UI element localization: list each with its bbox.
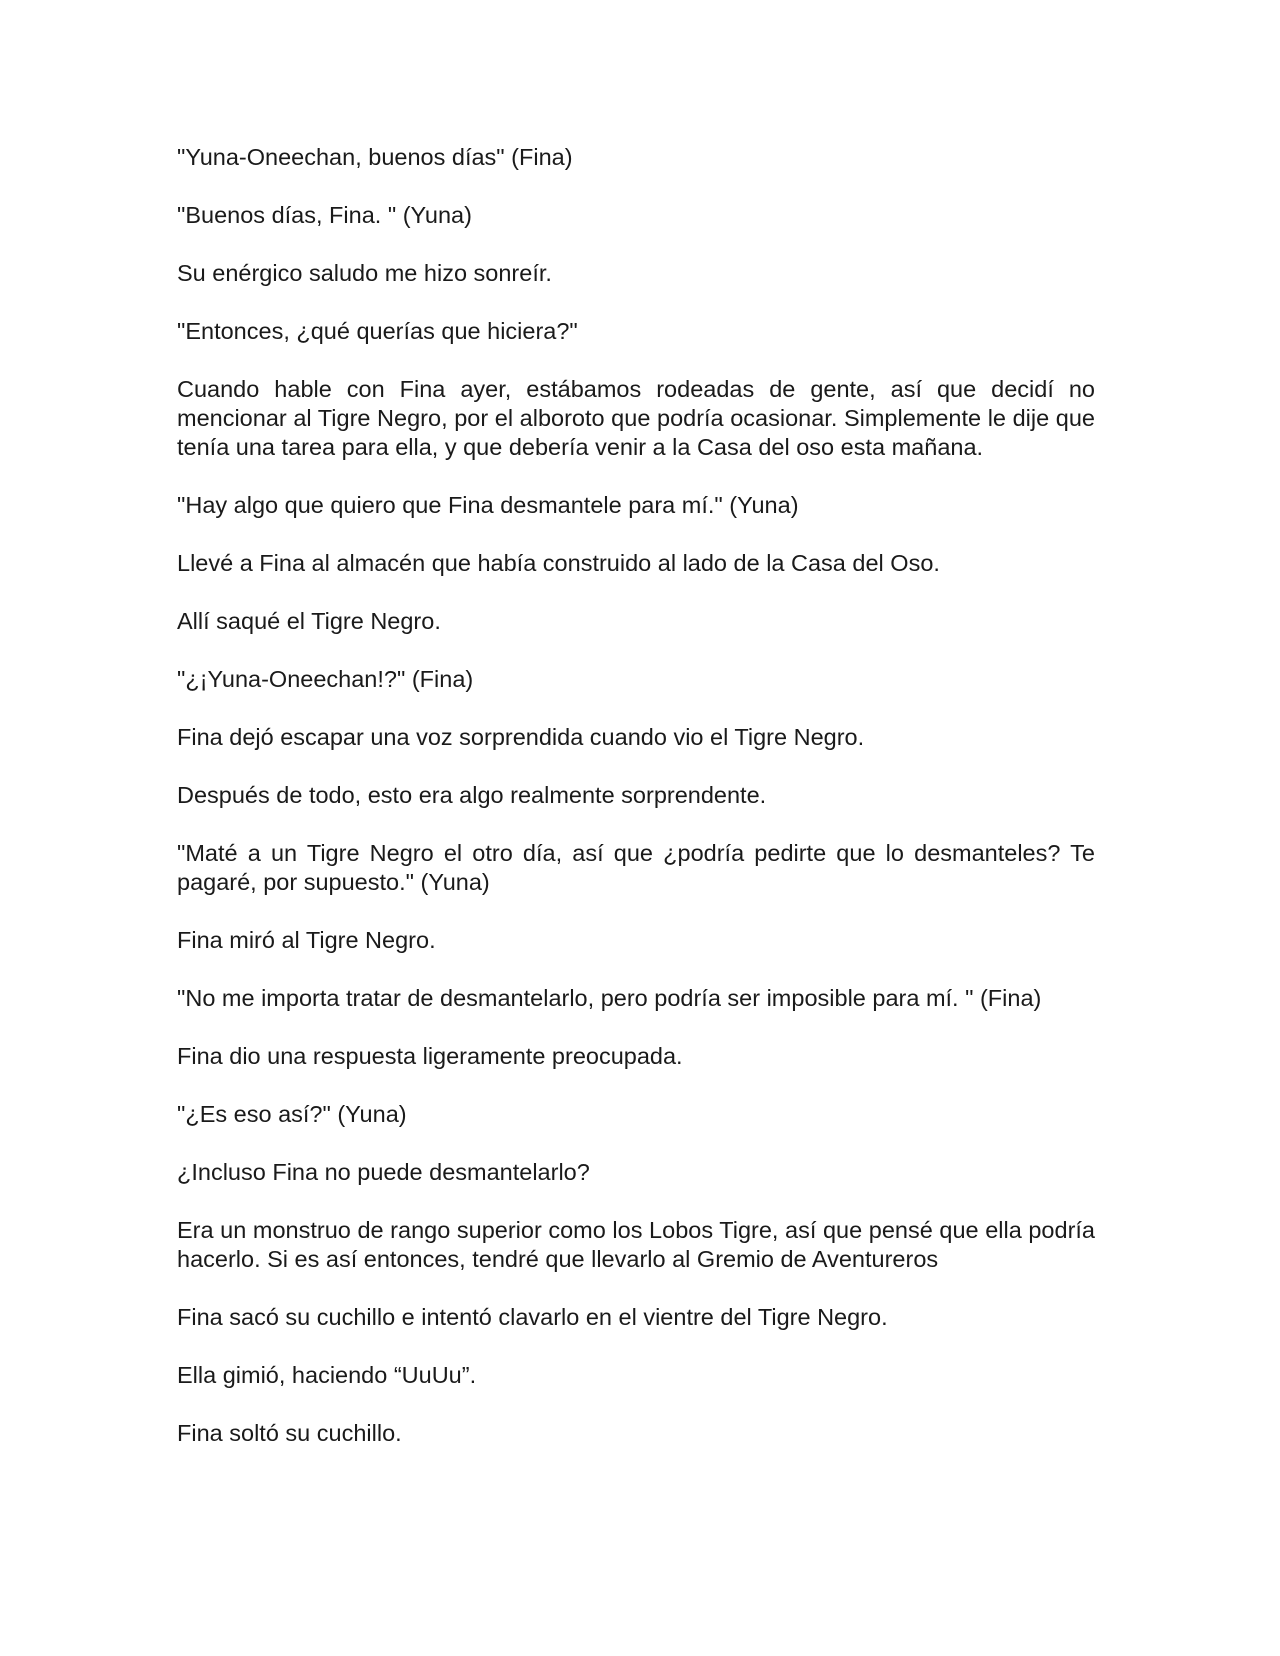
paragraph: Ella gimió, haciendo “UuUu”. <box>177 1362 477 1388</box>
paragraph: "Maté a un Tigre Negro el otro día, así que ¿podría pedirte que lo desmanteles? Te pagaré, por supuesto." (Yuna) <box>177 840 1095 895</box>
paragraph: "No me importa tratar de desmantelarlo, pero podría ser imposible para mí. " (Fina) <box>177 985 1042 1011</box>
paragraph: "Hay algo que quiero que Fina desmantele para mí." (Yuna) <box>177 492 799 518</box>
paragraph: ¿Incluso Fina no puede desmantelarlo? <box>177 1159 590 1185</box>
paragraph: Fina dejó escapar una voz sorprendida cuando vio el Tigre Negro. <box>177 724 865 750</box>
paragraph: "Yuna-Oneechan, buenos días" (Fina) <box>177 144 573 170</box>
paragraph: "Entonces, ¿qué querías que hiciera?" <box>177 318 578 344</box>
paragraph: Fina dio una respuesta ligeramente preocupada. <box>177 1043 683 1069</box>
paragraph: "¿Es eso así?" (Yuna) <box>177 1101 407 1127</box>
paragraph: Era un monstruo de rango superior como los Lobos Tigre, así que pensé que ella podría hacerlo. Si es así entonces, tendré que llevarlo al Gremio de Aventureros <box>177 1217 1095 1272</box>
paragraph: "¿¡Yuna-Oneechan!?" (Fina) <box>177 666 474 692</box>
paragraph: Después de todo, esto era algo realmente sorprendente. <box>177 782 767 808</box>
paragraph: Llevé a Fina al almacén que había construido al lado de la Casa del Oso. <box>177 550 940 576</box>
paragraph: Fina soltó su cuchillo. <box>177 1420 402 1446</box>
document-body <box>177 143 1095 1477</box>
paragraph: Fina miró al Tigre Negro. <box>177 927 436 953</box>
paragraph: Fina sacó su cuchillo e intentó clavarlo en el vientre del Tigre Negro. <box>177 1304 888 1330</box>
paragraph: Cuando hable con Fina ayer, estábamos rodeadas de gente, así que decidí no mencionar al Tigre Negro, por el alboroto que podría ocasionar. Simplemente le dije que tenía una tarea para ella, y que debería venir a la Casa del oso esta mañana. <box>177 376 1095 460</box>
paragraph: Su enérgico saludo me hizo sonreír. <box>177 260 552 286</box>
paragraph: "Buenos días, Fina. " (Yuna) <box>177 202 472 228</box>
paragraph: Allí saqué el Tigre Negro. <box>177 608 441 634</box>
